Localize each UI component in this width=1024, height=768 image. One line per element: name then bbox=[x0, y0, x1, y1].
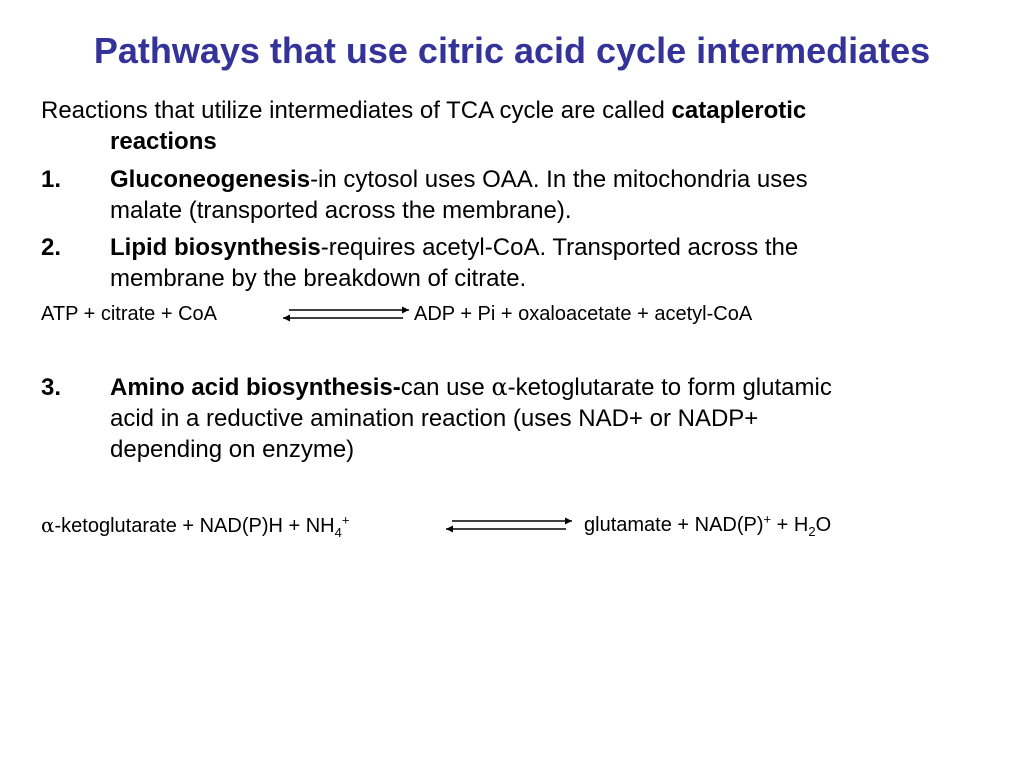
equation-left-text: -ketoglutarate + NAD(P)H + NH bbox=[54, 515, 335, 537]
intro-bold-term: cataplerotic bbox=[671, 97, 807, 124]
list-item-number: 2. bbox=[41, 234, 62, 261]
equation-right-side bbox=[584, 513, 831, 537]
alpha-symbol: α bbox=[41, 513, 55, 537]
list-item-number: 1. bbox=[41, 166, 62, 193]
list-item-body bbox=[110, 232, 981, 294]
intro-paragraph bbox=[41, 95, 981, 157]
equation-right-text: glutamate + NAD(P) bbox=[584, 514, 764, 536]
equation-right-text-b: + H bbox=[771, 514, 809, 536]
list-item-text: can use bbox=[400, 374, 492, 401]
list-item-text-continued: membrane by the breakdown of citrate. bbox=[110, 265, 527, 292]
alpha-symbol: α bbox=[491, 373, 508, 401]
intro-bold-term-continued: reactions bbox=[110, 128, 217, 155]
subscript: 2 bbox=[808, 524, 816, 539]
equation-right-side: ADP + Pi + oxaloacetate + acetyl-CoA bbox=[414, 303, 753, 325]
equilibrium-arrows-icon bbox=[281, 306, 411, 322]
list-item-body bbox=[110, 372, 981, 465]
equation-left-side: ATP + citrate + CoA bbox=[41, 303, 218, 325]
equation-right-text-c: O bbox=[815, 514, 832, 536]
list-item-text-continued: -ketoglutarate to form glutamic bbox=[507, 374, 832, 401]
list-item-term: Gluconeogenesis bbox=[110, 166, 311, 193]
list-item-text: -in cytosol uses OAA. In the mitochondria uses bbox=[310, 166, 808, 193]
equation-left-side bbox=[41, 513, 349, 538]
equation-citrate-lyase bbox=[41, 302, 981, 326]
equilibrium-arrows-icon bbox=[444, 517, 574, 533]
list-item-text-line3: depending on enzyme) bbox=[110, 436, 355, 463]
equation-reductive-amination bbox=[41, 513, 981, 543]
list-item-body bbox=[110, 164, 981, 226]
intro-text: Reactions that utilize intermediates of TCA cycle are called bbox=[41, 97, 672, 124]
list-item-text-continued: malate (transported across the membrane). bbox=[110, 197, 572, 224]
list-item-lipid-biosynthesis bbox=[41, 232, 981, 294]
list-item-gluconeogenesis bbox=[41, 164, 981, 226]
slide-title: Pathways that use citric acid cycle intermediates bbox=[93, 30, 931, 71]
list-item-term: Lipid biosynthesis bbox=[110, 234, 321, 261]
list-item-number: 3. bbox=[41, 374, 62, 401]
superscript: + bbox=[341, 512, 350, 528]
list-item-text-line2: acid in a reductive amination reaction (uses NAD+ or NADP+ bbox=[110, 405, 759, 432]
list-item-amino-acid-biosynthesis bbox=[41, 372, 981, 465]
superscript: + bbox=[763, 511, 772, 527]
list-item-term: Amino acid biosynthesis- bbox=[110, 374, 401, 401]
subscript: 4 bbox=[334, 525, 342, 540]
list-item-text: -requires acetyl-CoA. Transported across the bbox=[320, 234, 799, 261]
